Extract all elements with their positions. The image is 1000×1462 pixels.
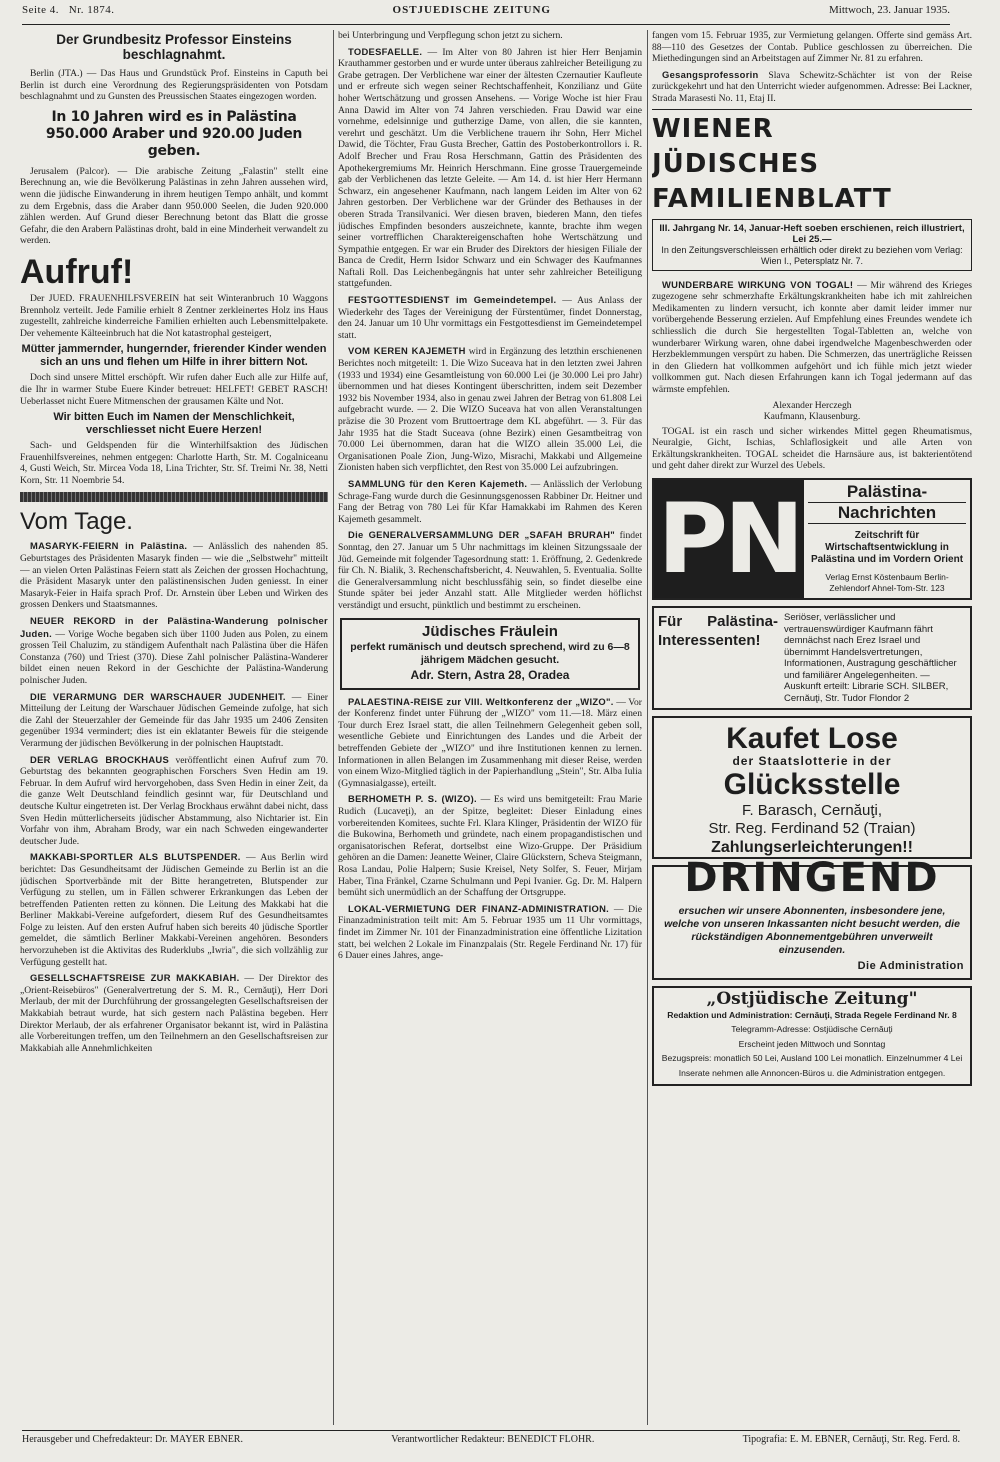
continued-text: fangen vom 15. Februar 1935, zur Vermietung gelangen. Offerte sind gemäss Art. 88—110 des Gesetzes der Contab. Publice geschlossen zu überreichen. Die Miethedingungen sind an Arbeitstagen auf Zimmer Nr. 81 zu erfahren. — [652, 30, 972, 65]
pn-title-2: Nachrichten — [808, 502, 966, 524]
warschau-keyword: DIE VERARMUNG DER WARSCHAUER JUDENHEIT. — [30, 690, 286, 702]
general-keyword: Die GENERALVERSAMMLUNG DER „SAFAH BRURAH" — [348, 529, 616, 541]
todes-article — [338, 46, 642, 290]
berhometh-article — [338, 793, 642, 898]
aufruf-headline: Aufruf! — [20, 252, 134, 291]
aufruf-text-1: Der JUED. FRAUENHILFSVEREIN hat seit Winteranbruch 10 Waggons Brennholz verteilt. Jede Familie erhielt 8 Zentner zerkleinertes Holz ins Haus zugestellt, zahlreiche kinderreiche Familien erhielten auch Lebensmittelpakete. Der vehemente Kälteeinbruch hat die Not katastrophal gesteigert, — [20, 292, 328, 339]
ornamental-bar — [20, 492, 328, 502]
ad-text: perfekt rumänisch und deutsch sprechend, wird zu 6—8 jährigem Mädchen gesucht. — [350, 641, 630, 666]
ad-address: Adr. Stern, Astra 28, Oradea — [410, 668, 570, 683]
footer-printer: Tipografia: E. M. EBNER, Cernăuţi, Str. Reg. Ferd. 8. — [742, 1434, 960, 1445]
general-text: findet Sonntag, den 27. Januar um 5 Uhr nachmittags im kleinen Sitzungssaale der Jüd. Gemeinde mit folgender Tagesordnung statt: 1. Eröffnung, 2. Gedenkrede für Ch. N. Bialik, 3. Rechenschaftsbericht, 4. Neuwahlen, 5. Eventualia. Sollte die Generalversammlung nicht beschlussfähig sein, so findet dieselbe eine Stunde später bei jeder Anzahl statt. Alle Mitglieder werden höflichst verständigt und ersucht, pünktlich und bestimmt zu erscheinen. — [338, 530, 642, 611]
imprint-address: Redaktion und Administration: Cernăuţi, Strada Regele Ferdinand Nr. 8 — [667, 1010, 957, 1021]
makkabi-keyword: MAKKABI-SPORTLER ALS BLUTSPENDER. — [30, 851, 241, 863]
sammlung-text: — Anlässlich der Verlobung Schrage-Fang wurde durch die Gesinnungsgenossen Rabbiner Dr. Heitner und Fang der Betrag von 780 Lei für Kfar Hamakkabi im Rahmen des Keren Kajemeth gesammelt. — [338, 478, 642, 525]
column-2 — [338, 30, 642, 1425]
kl-gluecksstelle: Glücksstelle — [723, 767, 901, 801]
gesellschaft-text: — Der Direktor des „Orient-Reisebüros" (Generalvertretung der S. M. R., Cernăuţi), Herr Dori Merlaub, der mit der Durchführung der grossangelegten Gesellschaftsreisen der Makkabiah betraut wurde, hat sich gestern nach Palästina begeben. Herr Direktor Merlaub, der als erfahrener Organisator bekannt ist, wird in Palästina alle Vorbereitungen treffen, um den Teilnehmern an den Gesellschaftsreisen zur Makkabiah alle Annehmlichkeiten — [20, 973, 328, 1054]
togal-article — [652, 279, 972, 396]
todes-keyword: TODESFAELLE. — [348, 45, 423, 57]
wiener-title-2: JÜDISCHES — [652, 148, 820, 179]
masaryk-text: — Anlässlich des nahenden 85. Geburtstages des Präsidenten Masaryk finden — wie die „Selbstwehr" mitteilt — an vielen Orten Palästinas Feiern statt als Zeichen der grossen Hochachtung, die Präsident Masaryk unter den palästinensischen Juden geniesst. In einer Masaryk-Feier in Haifa sprach Prof. Dr. Arnstein über Leben und Wirken des grossen Denkers und Staatsmannes. — [20, 541, 328, 611]
pn-advertisement — [652, 478, 972, 600]
berhometh-keyword: BERHOMETH P. S. (WIZO). — [348, 793, 477, 805]
wiener-title-1: WIENER — [652, 113, 774, 144]
wiener-info-box — [652, 219, 972, 271]
continued-text: bei Unterbringung und Verpflegung schon jetzt zu sichern. — [338, 30, 563, 41]
vom-tage-heading: Vom Tage. — [20, 508, 133, 536]
fp-heading: Für Palästina-Interessenten! — [658, 613, 778, 650]
gesellschaft-article — [20, 972, 328, 1054]
keren-text: wird in Ergänzung des letzthin erschienenen Berichtes noch mitgeteilt: 1. Die Wizo Suceava hat in den letzten zwei Jahren (1933 und 1934) eine Gesamtleistung von 60.000 Lei (je 30.000 Lei pro Jahr) übernommen und hat dieses Kontingent überschritten, indem seit Dezember 1932 bis November 1934, also in genau zwei Jahren der Betrag von 61.808 Lei aufgebracht wurde. — 2. Die WIZO Suceava hat von allen Veranstaltungen präzise die 30 Prozent vom Bruttoertrage dem KL abgeführt. — 3. Für das Jahr 1935 hat die Stadt Suceava (ohne Bezirk) einen Gesamtbeitrag von 70.000 Lei übernommen, daran hat die WIZO allein 35.000 Lei, die Organisationen Poale Zion, Jung-Wizo, Misrachi, Makkabi und Allgemeine Zionisten haben sich verpflichtet, den Rest von 35.000 Lei aufzubringen. — [338, 346, 642, 474]
dringend-notice — [652, 855, 972, 980]
ad-title: Jüdisches Fräulein — [422, 622, 558, 640]
palaestina-interessenten-ad — [652, 606, 972, 710]
reise-article — [338, 696, 642, 790]
masaryk-keyword: MASARYK-FEIERN in Palästina. — [30, 540, 188, 552]
rekord-text: — Vorige Woche begaben sich über 1100 Juden aus Polen, zu einem grossen Teil Chaluzim, zu ständigem Aufenthalt nach Palästina über die Häfen Constanza (760) und Triest (370). Diese Zahl polnischer Palästina-Wanderer bildet einen neuen Rekord in der Geschichte der Palästina-Wanderung polnischer Juden. — [20, 628, 328, 686]
fest-article — [338, 294, 642, 341]
column-3 — [652, 30, 972, 1425]
pn-logo: PN — [654, 480, 804, 598]
aufruf-text-3: Sach- und Geldspenden für die Winterhilfsaktion des Jüdischen Frauenhilfsvereines, nehmen entgegen: Charlotte Harth, Str. M. Cogalniceanu 4, Gusti Weich, Str. Mircea Voda 18, Lina Trichter, Str. Sf. Treimi Nr. 38, Netti Korn, Str. 11 Noembrie 54. — [20, 440, 328, 486]
lottery-ad — [652, 716, 972, 859]
kl-address: Str. Reg. Ferdinand 52 (Traian) — [708, 819, 916, 837]
aufruf-bold-1: Mütter jammernder, hungernder, frierender Kinder wenden sich an uns und flehen um Hilfe in ihrer bittern Not. — [21, 343, 327, 369]
brockhaus-article — [20, 754, 328, 848]
togal-keyword: WUNDERBARE WIRKUNG VON TOGAL! — [662, 278, 854, 290]
reise-text: — Vor der Konferenz findet unter Führung der „WIZO" vom 11.—18. März einen Tour durch Erez Israel statt, die allen Teilnehmern Gelegenheit geben soll, wesentliche Gebiete und Einrichtungen des Landes und die Arbeit der betreffenden Gebiete der „WIZO" und ihre Institutionen kennen zu lernen. Informationen in allen Belangen im Zusammenhang mit dieser Reise, werden von einem Wizo-Mitglied täglich in der Papierhandlung „Stein", Str. Alba Iulia (Gymnasialgasse), erteilt. — [338, 696, 642, 789]
dringend-signature: Die Administration — [857, 959, 964, 972]
warschau-text: — Einer Mitteilung der Leitung der Warschauer Jüdischen Gemeinde zufolge, hat sich die Zahl der Steuerzahler der Gemeinde für das Jahr 1935 um 2406 Zensiten gegenüber 1934 vermindert; dies ist ein eklatanter Beweis für die steigende Verarmung der jüdischen Bevölkerung in der polnischen Hauptstadt. — [20, 691, 328, 749]
dringend-title: DRINGEND — [684, 855, 940, 902]
rekord-keyword: NEUER REKORD in der Palästina-Wanderung polnischer Juden. — [20, 615, 328, 639]
masthead — [22, 4, 950, 25]
palaestina-article: Jerusalem (Palcor). — Die arabische Zeitung „Falastin" stellt eine Berechnung an, wie die Bevölkerung Palästinas in zehn Jahren aussehen wird, wenn die jüdische Einwanderung in ihrem heutigen Tempo anhält, und kommt zu dem Ergebnis, dass die Araber dann 950.000 Seelen, die Juden 920.000 zählen werden. Auf Grund dieser Berechnung betont das Blatt die grosse Gefahr, die den Arabern Palästinas droht, bald in eine Minderheit verwandelt zu werden. — [20, 165, 328, 247]
sammlung-article — [338, 478, 642, 525]
gesellschaft-keyword: GESELLSCHAFTSREISE ZUR MAKKABIAH. — [30, 972, 240, 984]
imprint-schedule: Erscheint jeden Mittwoch und Sonntag — [738, 1038, 886, 1049]
imprint-box — [652, 986, 972, 1086]
pn-title-1: Palästina- — [846, 482, 928, 502]
footer-editor: Verantwortlicher Redakteur: BENEDICT FLOHR. — [391, 1434, 595, 1445]
togal-text-2: TOGAL ist ein rasch und sicher wirkendes Mittel gegen Rheumatismus, Neuralgie, Gicht, Ischias, Schlaflosigkeit und alle Arten von Erkältungskrankheiten. TOGAL scheidet die Harnsäure aus, ist bakterientötend und geht daher direkt zur Wurzel des Uebels. — [652, 425, 972, 472]
togal-signature-1: Alexander Herczegh — [772, 399, 852, 411]
masaryk-article — [20, 540, 328, 611]
brockhaus-text: veröffentlicht einen Aufruf zum 70. Geburtstag des bekannten geographischen Forschers Sven Hedin am 19. Februar. In dem Aufruf wird hervorgehoben, dass Sven Hedin in einer Zeit, da die ganze Welt Deutschland feindlich gesinnt war, für Deutschland und deutsche Kultur eingetreten ist. Der Verlag Brockhaus erwähnt dabei nicht, dass Sven Hedin mütterlicherseits jüdischer Abstammung, also Nichtarier ist. Ein Vorfahr von ihm, Abraham Brody, war ein nach Schweden eingewanderter deutscher Jude. — [20, 754, 328, 847]
gesang-article — [652, 69, 972, 105]
footer-publisher: Herausgeber und Chefredakteur: Dr. MAYER EBNER. — [22, 1434, 243, 1445]
lokal-text: — Die Finanzadministration teilt mit: Am 5. Februar 1935 um 11 Uhr vormittags, findet im Zimmer Nr. 101 der Finanzadministration eine öffentliche Lizitation statt, bei welchen 2 Lokale im Finanzpalais (Str. Regele Ferdinand Nr. 17) für 6 Dauer eines Jahres, ange- — [338, 903, 642, 962]
wiener-line-2: In den Zeitungsverschleissen erhältlich oder direkt zu beziehen vom Verlag: Wien I., Petersplatz Nr. 7. — [661, 244, 963, 266]
lokal-article — [338, 903, 642, 962]
page-number: Seite 4. — [22, 4, 59, 16]
kl-subline: der Staatslotterie in der — [732, 754, 892, 769]
aufruf-bold-2: Wir bitten Euch im Namen der Menschlichkeit, verschliesset nicht Euere Herzen! — [53, 411, 295, 437]
general-article — [338, 529, 642, 611]
togal-signature-2: Kaufmann, Klausenburg. — [763, 411, 861, 423]
einstein-article: Berlin (JTA.) — Das Haus und Grundstück Prof. Einsteins in Caputh bei Berlin ist durch eine Verordnung des Regierungspräsidenten von Potsdam beschlagnahmt und zu Gunsten des Preussischen Staates eingezogen worden. — [20, 68, 328, 103]
issue-date: Mittwoch, 23. Januar 1935. — [829, 4, 950, 16]
lokal-keyword: LOKAL-VERMIETUNG DER FINANZ-ADMINISTRATION. — [348, 902, 610, 914]
fest-keyword: FESTGOTTESDIENST im Gemeindetempel. — [348, 294, 557, 306]
reise-keyword: PALAESTINA-REISE zur VIII. Weltkonferenz der „WIZO". — [348, 695, 614, 707]
keren-article — [338, 345, 642, 474]
kl-headline: Kaufet Lose — [726, 722, 898, 756]
issue-number: Nr. 1874. — [68, 4, 115, 16]
wiener-line-1: III. Jahrgang Nr. 14, Januar-Heft soeben erschienen, reich illustriert, Lei 25.— — [659, 222, 965, 245]
divider — [652, 109, 972, 110]
brockhaus-keyword: DER VERLAG BROCKHAUS — [30, 753, 170, 765]
column-divider — [647, 30, 648, 1425]
togal-text: — Mir während des Krieges zugezogene sehr schmerzhafte Erkältungskrankheiten habe ich mit zahlreichen Medikamenten zu lindern versucht, ich konnte aber damit leider immer nur vorübergehende Besserung erzielen. Auf Empfehlung eines Freundes wendete ich schliesslich die durch Sie hergestellten Togal-Tabletten an, welche von wunderbarer Wirkung waren, ohne dabei irgendwelche Magenbeschwerden oder Herzbeklemmungen verspürt zu haben. Die Schmerzen, das unerträgliche Reissen in den Gliedern hat vollkommen aufgehört und ich fühle mich jetzt wieder vollkommen gut. Nach diesen Erfahrungen kann ich Togal jedermann auf das wärmste empfehlen. — [652, 279, 972, 395]
keren-keyword: VOM KEREN KAJEMETH — [348, 345, 466, 357]
column-divider — [333, 30, 334, 1425]
einstein-headline: Der Grundbesitz Professor Einsteins beschlagnahmt. — [56, 32, 292, 62]
fest-text: — Aus Anlass der Wiederkehr des Tages der Vereinigung der Fürstentümer, findet Donnerstag, den 24. Januar um 10 Uhr vormittags ein Festgottesdienst im Gemeindetempel statt. — [338, 295, 642, 341]
aufruf-text-2: Doch sind unsere Mittel erschöpft. Wir rufen daher Euch alle zur Hilfe auf, die Ihr in warmer Stube Euere Kinder betreuet: HELFET! GEBET RASCH! Ueberlasset nicht Euere Mitmenschen der grausamen Kälte und Not. — [20, 372, 328, 407]
pn-subtitle: Zeitschrift für Wirtschaftsentwicklung in Palästina und im Vordern Orient — [810, 530, 964, 566]
berhometh-text: — Es wird uns bemitgeteilt: Frau Marie Rudich (Lucaveţi), an der Spitze, begleitet: Dieser Einladung eines vorbereitenden Komitees, suchte Frl. Klara Klinger, Präsidentin der WIZO für die Bukowina, Berhometh und gründete, nach einem propagandistischen und organisatorischen Referat, dortselbst eine Wizo-Gruppe. Der Präsidium gehören an die Damen: Jeanette Weiner, Claire Glückstern, Scheva Steigmann, Rosa Landau, Polie Halpern; Susie Kreisel, Nety Solfer, S. Feuer, Mirjam Haber, Tina Fränkel, Czarne Schulmann und Pepi Ivanier. Gg. Dr. M. Halpern bemüht sich unermüdlich an der Schaffung der Ortsgruppe. — [338, 794, 642, 899]
imprint-price: Bezugspreis: monatlich 50 Lei, Ausland 100 Lei monatlich. Einzelnummer 4 Lei — [661, 1053, 963, 1064]
dringend-text: ersuchen wir unsere Abonnenten, insbesondere jene, welche von unseren Inkassanten nicht besucht werden, die rückständigen Abonnementgebühren unverweilt einzusenden. — [664, 904, 960, 956]
makkabi-text: — Aus Berlin wird berichtet: Das Gesundheitsamt der Jüdischen Gemeinde zu Berlin ist an die jüdischen Sportverbände mit der Bitte herangetreten, Blutspender zur Verfügung zu stellen, um in Fällen schwerer Erkrankungen das Leben der betreffenden Patienten retten zu können. Die Leitung des Makkabi hat die Berliner Makkabi-Vereine aufgefordert, diesem Ruf des Gesundheitsamtes Folge zu leisten. Auf den ersten Aufruf haben sich bereits 40 jüdische Sportler gemeldet, die sämtlich Berliner Makkabi-Vereinen angehören. Besonders hervorzuheben ist die Aktivitas des Ruderklubs „Iwria", die sich vollzählig zur Verfügung gestellt hat. — [20, 852, 328, 968]
fp-text: Seriöser, verlässlicher und vertrauenswürdiger Kaufmann fährt demnächst nach Erez Israel und übernimmt Handelsvertretungen, Informationen, Austragung geschäftlicher und familiärer Angelegenheiten. — Auskunft erteilt: Librarie SCH. SILBER, Cernăuţi, Str. Tudor Flondor 2 — [784, 612, 957, 704]
wiener-title-3: FAMILIENBLATT — [652, 183, 892, 214]
pn-publisher: Verlag Ernst Köstenbaum Berlin-Zehlendorf Ahnel-Tom-Str. 123 — [825, 572, 949, 593]
kl-name: F. Barasch, Cernăuţi, — [741, 801, 883, 819]
palaestina-headline: In 10 Jahren wird es in Palästina 950.000 Araber und 920.00 Juden geben. — [45, 108, 303, 159]
rekord-article — [20, 615, 328, 687]
imprint-telegram: Telegramm-Adresse: Ostjüdische Cernăuţi — [731, 1024, 893, 1035]
paper-title: OSTJUEDISCHE ZEITUNG — [392, 4, 551, 16]
sammlung-keyword: SAMMLUNG für den Keren Kajemeth. — [348, 477, 528, 489]
kl-payment: Zahlungserleichterungen!! — [711, 838, 913, 856]
page-footer — [22, 1430, 960, 1445]
classified-ad-fraeulein — [340, 618, 640, 690]
todes-text: — Im Alter von 80 Jahren ist hier Herr Benjamin Krauthammer gestorben und er wurde unter überaus zahlreicher Beteiligung zu Grabe getragen. Der Verblichene war einer der ältesten Czernautier Kaufleute und er erfreute sich wegen seiner Rechtschaffenheit, Konzilianz und Güte hoher Wertschätzung und grossen Ansehens. — Vorige Woche ist hier Frau Anna Dawid im Alter von 74 Jahren verschieden. Frau Dawid war eine vornehme, edelsinnige und gutherzige Dame, von allen, die sie kannten, verehrt und geschätzt. Um die Verblichene trauern ihr Sohn, Herr Michel Dawid, die Töchter, Frau Gusta Brecher, Gattin des Postoberkontrollors i. R. Adolf Brecher und Frau Rosa Herschmann, Gattin des Präsidenten des Apothekergremiums Mr. Heinrich Herschmann. Eine grosse Trauergemeinde gab der Verblichenen das letzte Geleite. — Am 14. d. ist hier Herr Hermann Schwarz, ein angesehener Kaufmann, nach langem Leiden im Alter von 62 Jahren gestorben. Der Verblichene war der Gründer des Bethauses in der oberen Strada Transilvanici. Wer diesen braven, biederen Mann, den tiefes jüdisches Empfinden besonders auszeichnete, kannte, brachte ihm wegen seiner vortrefflichen Charaktereigenschaften hohe Wertschätzung und Sympathie entgegen. Er war ein Bruder des Direktors der hiesigen Filiale der Banca de Credit, Herrn Isidor Schwarz und ein Schwager des Kaufmannes Naftali Roll. Das Leichenbegängnis hat unter sehr zahlreicher Beteiligung stattgefunden. — [338, 46, 642, 290]
column-1 — [20, 30, 328, 1425]
imprint-title: „Ostjüdische Zeitung" — [706, 989, 918, 1010]
gesang-text: Slava Schewitz-Schächter ist von der Reise zurückgekehrt und hat den Unterricht wieder aufgenommen. Adresse: Bei Lackner, Strada Marasesti No. 11, Etaj II. — [652, 69, 972, 104]
makkabi-article — [20, 851, 328, 968]
gesang-keyword: Gesangsprofessorin — [662, 68, 759, 80]
warschau-article — [20, 691, 328, 750]
imprint-ads: Inserate nehmen alle Annoncen-Büros u. die Administration entgegen. — [678, 1067, 946, 1078]
